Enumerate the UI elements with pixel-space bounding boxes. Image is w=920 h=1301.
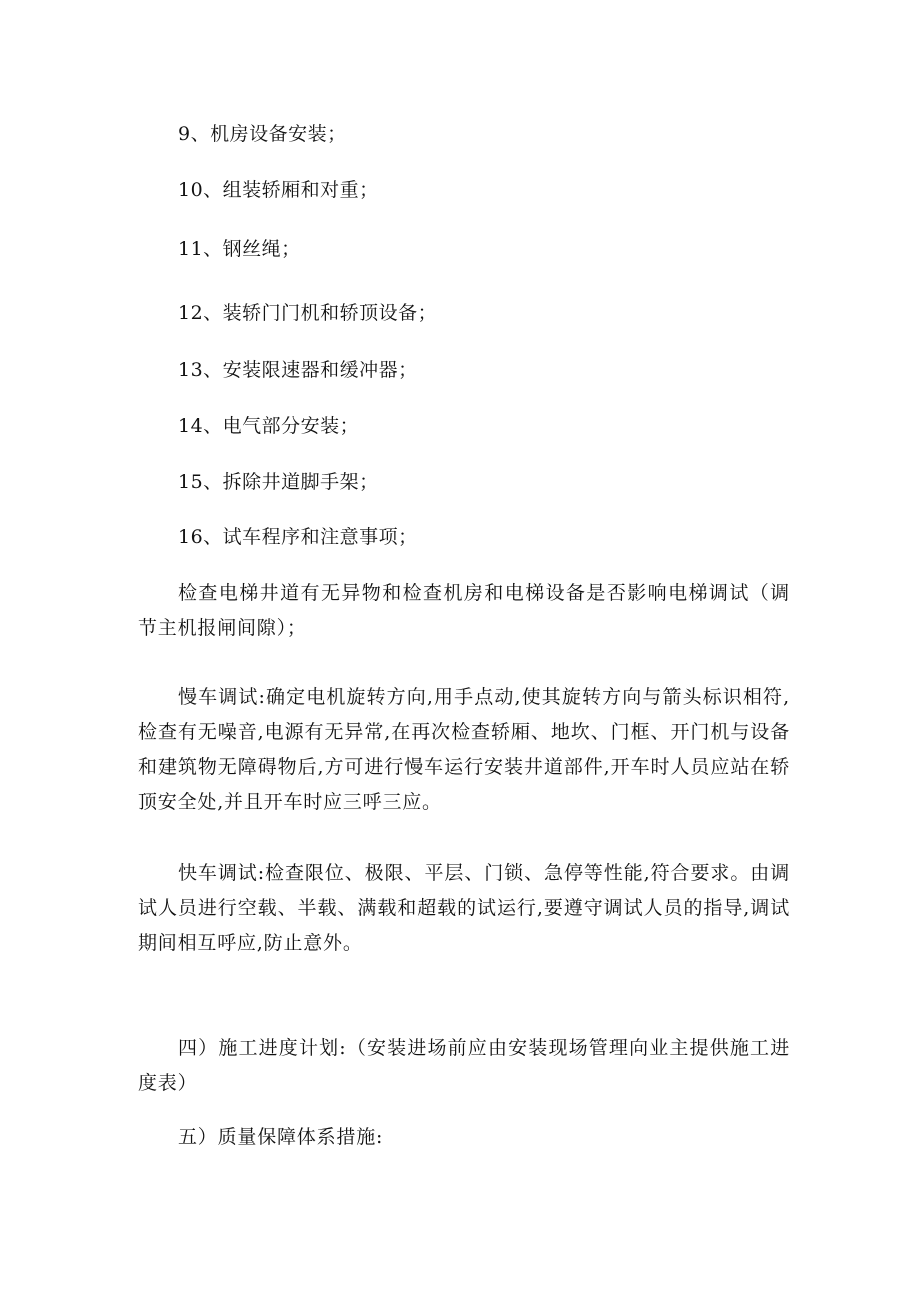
list-item: 10、组装轿厢和对重；	[178, 179, 379, 201]
paragraph-inspection: 检查电梯井道有无异物和检查机房和电梯设备是否影响电梯调试（调节主机报闸间隙）；	[138, 582, 790, 639]
list-item: 12、装轿门门机和轿顶设备；	[178, 302, 438, 324]
section-heading-quality: 五）质量保障体系措施:	[178, 1126, 384, 1148]
list-item: 16、试车程序和注意事项；	[178, 526, 418, 548]
list-item: 11、钢丝绳；	[178, 238, 301, 260]
list-item: 9、机房设备安装；	[178, 123, 347, 145]
list-item: 15、拆除井道脚手架；	[178, 471, 379, 493]
section-heading-schedule: 四）施工进度计划:（安装进场前应由安装现场管理向业主提供施工进度表）	[138, 1037, 790, 1094]
list-item: 14、电气部分安装；	[178, 415, 360, 437]
paragraph-slow-debug: 慢车调试:确定电机旋转方向,用手点动,使其旋转方向与箭头标识相符,检查有无噪音,电源有无异常,在再次检查轿厢、地坎、门框、开门机与设备和建筑物无障碍物后,方可进行慢车运行安装井道部件,开车时人员应站在轿顶安全处,并且开车时应三呼三应。	[138, 686, 790, 813]
paragraph-fast-debug: 快车调试:检查限位、极限、平层、门锁、急停等性能,符合要求。由调试人员进行空载、半载、满载和超载的试运行,要遵守调试人员的指导,调试期间相互呼应,防止意外。	[138, 862, 790, 954]
list-item: 13、安装限速器和缓冲器；	[178, 359, 418, 381]
